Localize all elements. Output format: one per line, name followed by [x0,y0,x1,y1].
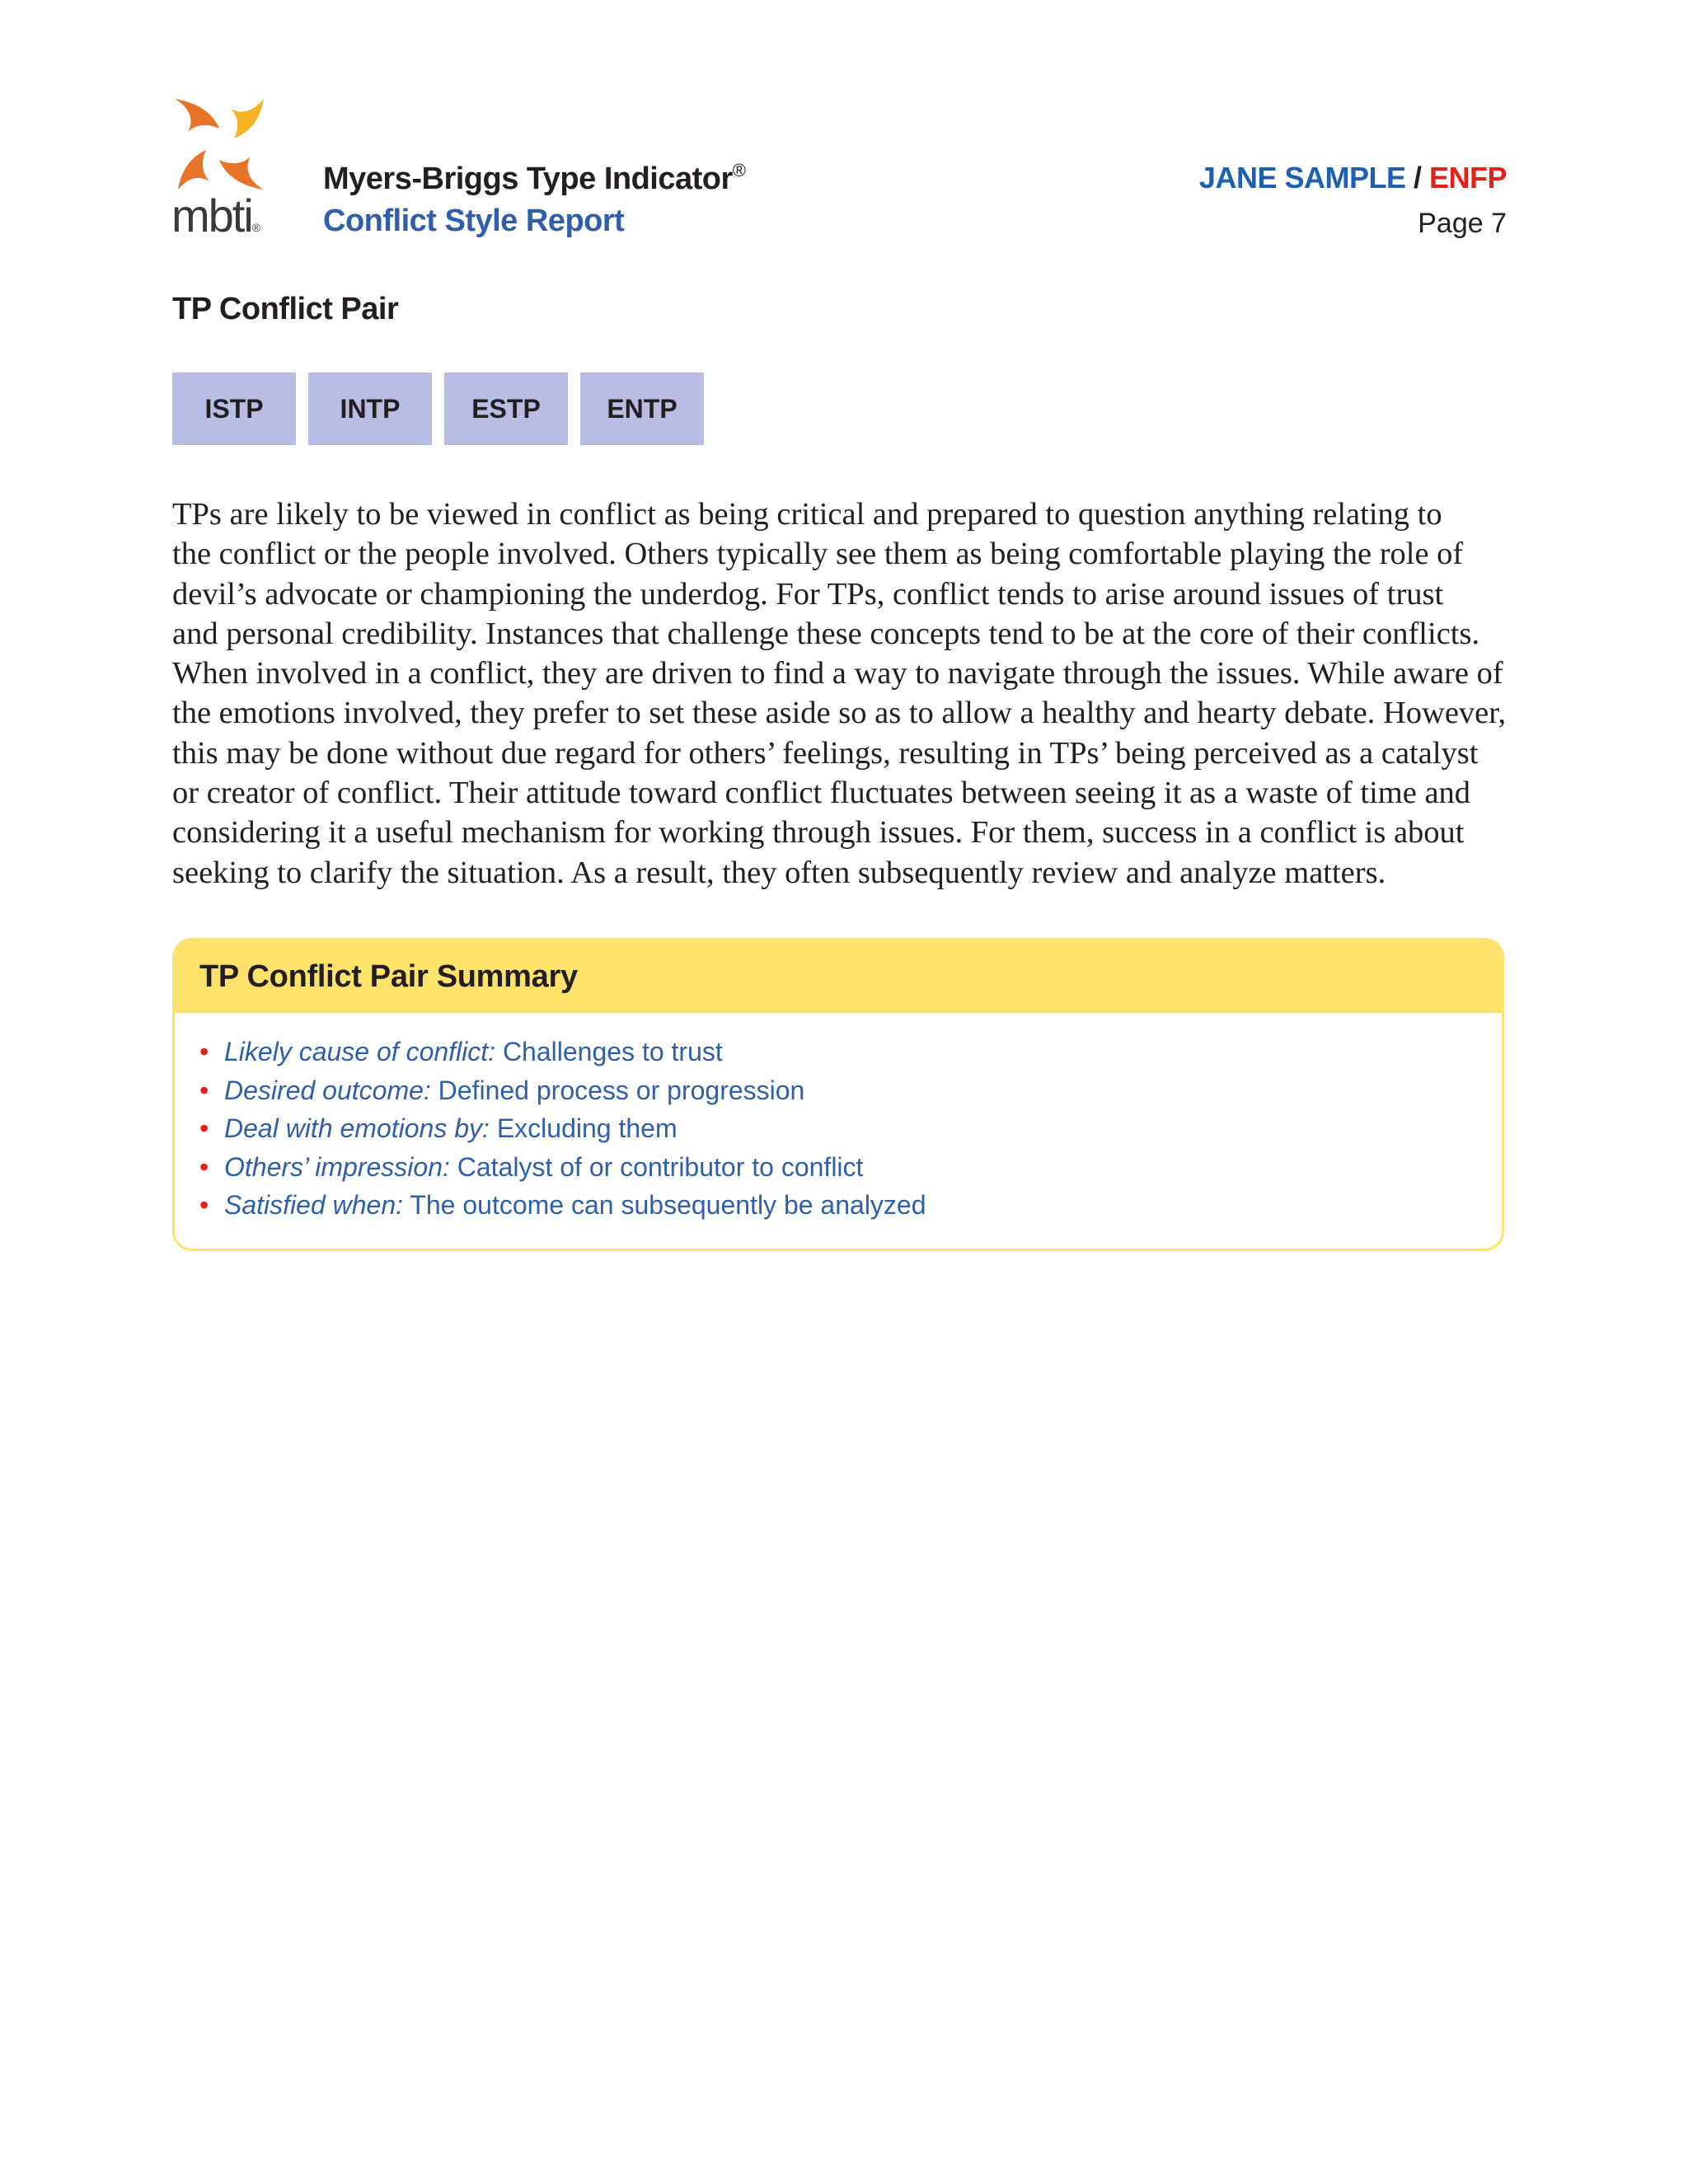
summary-item-label: Likely cause of conflict: [224,1037,496,1066]
body-line: this may be done without due regard for others’ feelings, resulting in TPs’ being perceived as a catalyst [172,735,1479,771]
type-box-estp: ESTP [444,373,568,445]
body-line: seeking to clarify the situation. As a result, they often subsequently review and analyze matters. [172,855,1386,890]
summary-item [198,1033,1502,1071]
summary-item [198,1148,1502,1187]
summary-item-value: Catalyst of or contributor to conflict [457,1151,864,1182]
summary-title: TP Conflict Pair Summary [175,940,1502,1013]
mbti-star-icon [171,96,267,193]
body-line: devil’s advocate or championing the underdog. For TPs, conflict tends to arise around issues of trust [172,576,1444,612]
summary-item-value: Defined process or progression [438,1075,805,1105]
bullet-icon: • [199,1037,209,1066]
bullet-icon: • [199,1075,209,1105]
mbti-logo [171,96,279,242]
type-box-entp: ENTP [580,373,704,445]
report-title: Myers-Briggs Type Indicator® [323,160,746,196]
summary-item [198,1186,1502,1225]
client-type: ENFP [1428,161,1507,194]
summary-item-label: Desired outcome: [224,1075,431,1105]
summary-item-label: Others’ impression: [224,1151,450,1182]
summary-item [198,1071,1502,1110]
body-line: TPs are likely to be viewed in conflict as being critical and prepared to question anything relating to [172,497,1442,532]
page-number: Page 7 [1418,208,1507,239]
body-line: the conflict or the people involved. Others typically see them as being comfortable playing the role of [172,537,1464,572]
body-line: or creator of conflict. Their attitude toward conflict fluctuates between seeing it as a waste of time and [172,776,1471,811]
summary-box [172,938,1504,1251]
bullet-icon: • [199,1190,209,1220]
summary-item-value: Excluding them [496,1113,678,1143]
summary-item-value: Challenges to trust [502,1037,723,1066]
body-line: When involved in a conflict, they are driven to find a way to navigate through the issues. While aware of [172,656,1503,691]
summary-item-label: Deal with emotions by: [224,1113,490,1143]
client-identifier: JANE SAMPLE / ENFP [1198,161,1507,194]
type-box-istp: ISTP [172,373,296,445]
type-box-row [172,373,704,445]
registered-mark: ® [732,160,746,180]
bullet-icon: • [199,1151,209,1182]
type-box-intp: INTP [308,373,432,445]
body-line: considering it a useful mechanism for working through issues. For them, success in a conflict is about [172,815,1465,851]
body-line: and personal credibility. Instances that challenge these concepts tend to be at the core of their conflicts. [172,616,1480,651]
summary-list [175,1013,1502,1225]
client-name: JANE SAMPLE [1198,161,1406,194]
section-title: TP Conflict Pair [172,292,399,326]
mbti-wordmark: mbti® [171,190,260,241]
bullet-icon: • [199,1113,209,1143]
summary-item-label: Satisfied when: [224,1190,404,1220]
body-paragraph [172,494,1524,893]
report-subtitle: Conflict Style Report [323,204,625,238]
summary-item [198,1109,1502,1148]
summary-item-value: The outcome can subsequently be analyzed [410,1190,926,1220]
body-line: the emotions involved, they prefer to set these aside so as to allow a healthy and hearty debate. However, [172,696,1507,731]
